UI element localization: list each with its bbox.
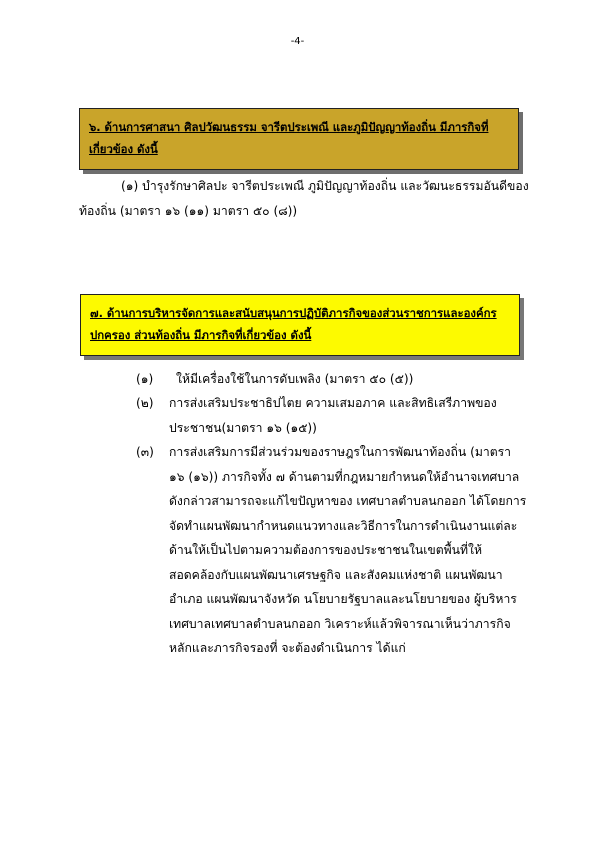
item-number: (๓)	[136, 445, 154, 459]
item-text: ให้มีเครื่องใช้ในการดับเพลิง (มาตรา ๕๐ (๕))	[176, 372, 414, 386]
section-7-heading: ๗. ด้านการบริหารจัดการและสนับสนุนการปฏิบัติภารกิจของส่วนราชการและองค์กรปกครอง ส่วนท้องถิ่น มีภารกิจที่เกี่ยวข้อง ดังนี้	[90, 306, 497, 342]
item-number: (๒)	[136, 396, 154, 410]
item-text: การส่งเสริมประชาธิปไตย ความเสมอภาค และสิทธิเสรีภาพของประชาชน(มาตรา ๑๖ (๑๕))	[169, 396, 497, 435]
page-number: -4-	[290, 36, 305, 47]
section-7-heading-box	[80, 294, 520, 356]
section-6-item-1: (๑) บำรุงรักษาศิลปะ จารีตประเพณี ภูมิปัญญาท้องถิ่น และวัฒนะธรรมอันดีของท้องถิ่น (มาตรา ๑๖ (๑๑) มาตรา ๕๐ (๘))	[79, 179, 529, 218]
section-6-heading: ๖. ด้านการศาสนา ศิลปวัฒนธรรม จารีตประเพณี และภูมิปัญญาท้องถิ่น มีภารกิจที่เกี่ยวข้อง ดังนี้	[89, 120, 489, 156]
item-text: การส่งเสริมการมีส่วนร่วมของราษฎรในการพัฒนาท้องถิ่น (มาตรา ๑๖ (๑๖)) ภารกิจทั้ง ๗ ด้านตามที่กฎหมายกำหนดให้อำนาจเทศบาลดังกล่าวสามารถจะแก้ไขปัญหาของ เทศบาลตำบลนกออก ได้โดยการจัดทำแผนพัฒนากำหนดแนวทางและวิธีการในการดำเนินงานแต่ละด้านให้เป็นไปตามความต้องการของประชาชนในเขตพื้นที่ให้สอดคล้องกับแผนพัฒนาเศรษฐกิจ และสังคมแห่งชาติ แผนพัฒนาอำเภอ แผนพัฒนาจังหวัด นโยบายรัฐบาลและนโยบายของ ผู้บริหารเทศบาลเทศบาลตำบลนกออก วิเคราะห์แล้วพิจารณาเห็นว่าภารกิจหลักและภารกิจรองที่ จะต้องดำเนินการ ได้แก่	[169, 445, 527, 655]
item-number: (๑)	[136, 372, 154, 386]
section-6-heading-box	[79, 108, 519, 170]
